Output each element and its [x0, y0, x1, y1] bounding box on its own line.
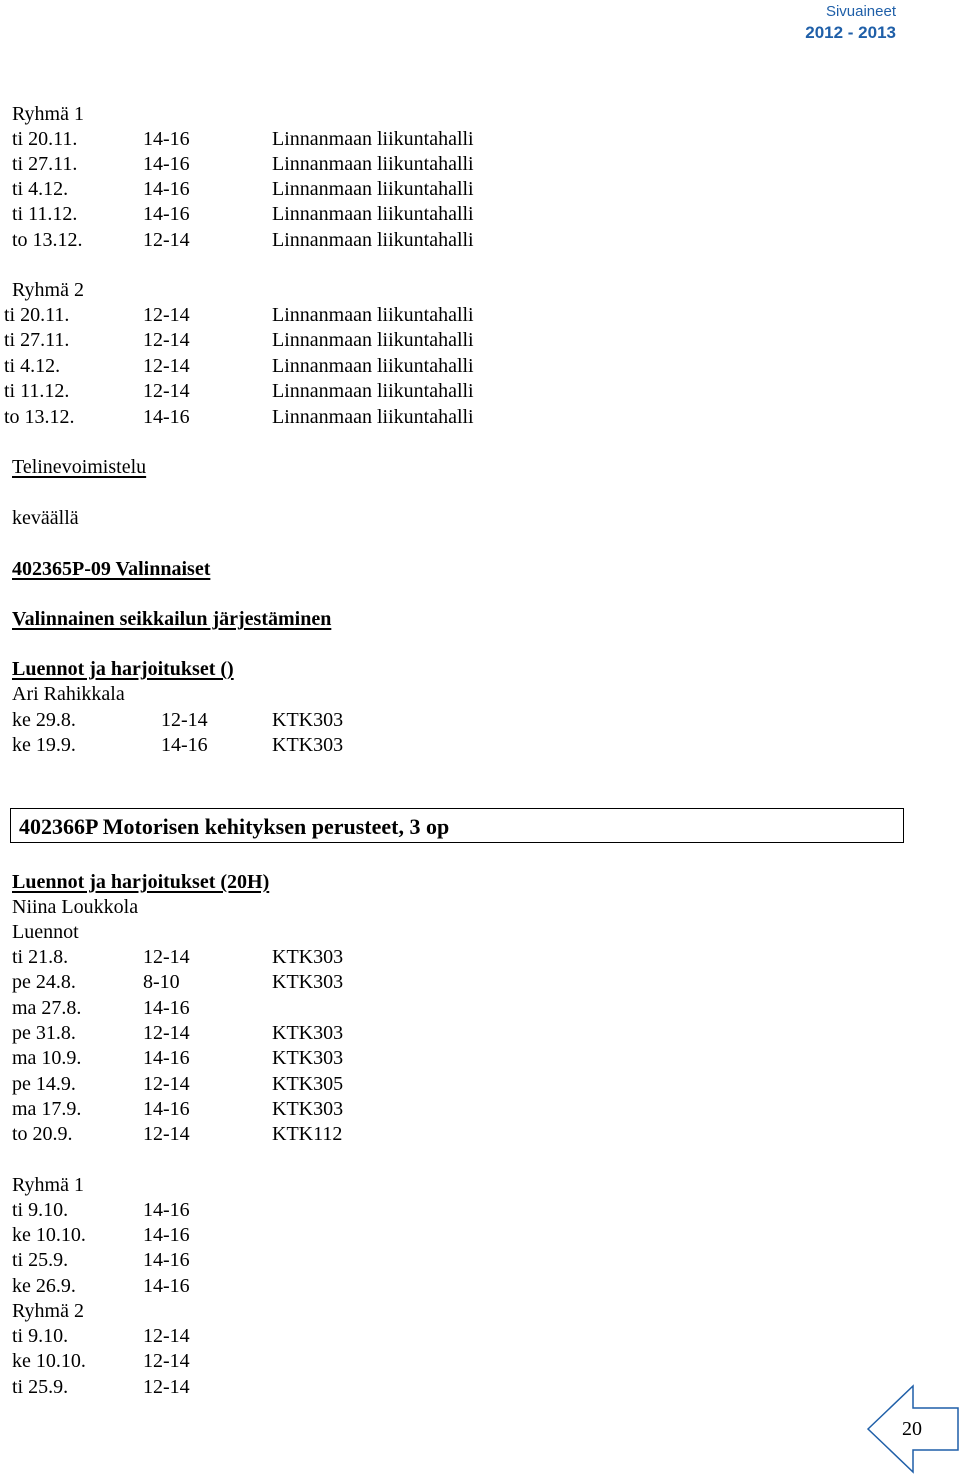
section-heading: Luennot ja harjoitukset (): [12, 658, 234, 680]
day: ke 26.9.: [12, 1275, 76, 1297]
day: ti 27.11.: [4, 329, 70, 351]
place: Linnanmaan liikuntahalli: [272, 355, 474, 377]
time: 12-14: [143, 229, 190, 251]
day: ti 9.10.: [12, 1325, 69, 1347]
page-header: [805, 2, 896, 44]
time: 12-14: [143, 1022, 190, 1044]
header-year: 2012 - 2013: [805, 23, 896, 42]
time: 12-14: [161, 709, 208, 731]
teacher-name: Niina Loukkola: [12, 896, 139, 918]
time: 12-14: [143, 1073, 190, 1095]
time: 14-16: [143, 153, 190, 175]
place: KTK303: [272, 1047, 344, 1069]
time: 14-16: [143, 1224, 190, 1246]
time: 14-16: [143, 406, 190, 428]
day: ti 11.12.: [12, 203, 78, 225]
day: ti 21.8.: [12, 946, 69, 968]
time: 12-14: [143, 1325, 190, 1347]
teacher-name: Ari Rahikkala: [12, 683, 125, 705]
place: KTK303: [272, 734, 344, 756]
time: 12-14: [143, 1123, 190, 1145]
lectures-label: Luennot: [12, 921, 79, 943]
place: KTK303: [272, 1098, 344, 1120]
day: ti 20.11.: [12, 128, 78, 150]
day: ti 25.9.: [12, 1249, 69, 1271]
day: pe 14.9.: [12, 1073, 76, 1095]
group-heading: Ryhmä 1: [12, 1174, 84, 1196]
place: Linnanmaan liikuntahalli: [272, 203, 474, 225]
telinevoimistelu-heading: Telinevoimistelu: [12, 456, 147, 478]
time: 12-14: [143, 1350, 190, 1372]
place: Linnanmaan liikuntahalli: [272, 304, 474, 326]
day: ti 11.12.: [4, 380, 70, 402]
day: to 13.12.: [12, 229, 83, 251]
day: ti 9.10.: [12, 1199, 69, 1221]
place: Linnanmaan liikuntahalli: [272, 178, 474, 200]
time: 14-16: [143, 1249, 190, 1271]
place: KTK303: [272, 971, 344, 993]
time: 12-14: [143, 1376, 190, 1398]
day: ke 19.9.: [12, 734, 76, 756]
time: 14-16: [143, 1275, 190, 1297]
time: 14-16: [143, 128, 190, 150]
course-code: 402365P-09 Valinnaiset: [12, 558, 211, 580]
group-heading: Ryhmä 1: [12, 103, 84, 125]
day: pe 31.8.: [12, 1022, 76, 1044]
page-number: 20: [902, 1418, 922, 1440]
day: ti 4.12.: [12, 178, 69, 200]
day: to 13.12.: [4, 406, 75, 428]
place: Linnanmaan liikuntahalli: [272, 153, 474, 175]
kevaalla-label: keväällä: [12, 507, 79, 529]
time: 12-14: [143, 380, 190, 402]
time: 12-14: [143, 329, 190, 351]
day: ti 4.12.: [4, 355, 61, 377]
day: ti 27.11.: [12, 153, 78, 175]
group-heading: Ryhmä 2: [12, 279, 84, 301]
place: KTK303: [272, 946, 344, 968]
day: ke 10.10.: [12, 1350, 86, 1372]
course-title: 402366P Motorisen kehityksen perusteet, 3 op: [19, 814, 450, 839]
day: ti 25.9.: [12, 1376, 69, 1398]
course-title-box: [10, 808, 904, 843]
place: Linnanmaan liikuntahalli: [272, 329, 474, 351]
place: KTK303: [272, 1022, 344, 1044]
place: KTK305: [272, 1073, 344, 1095]
time: 14-16: [143, 997, 190, 1019]
place: Linnanmaan liikuntahalli: [272, 406, 474, 428]
group-heading: Ryhmä 2: [12, 1300, 84, 1322]
day: ti 20.11.: [4, 304, 70, 326]
day: ma 27.8.: [12, 997, 82, 1019]
day: ma 10.9.: [12, 1047, 82, 1069]
time: 12-14: [143, 946, 190, 968]
time: 12-14: [143, 304, 190, 326]
time: 14-16: [143, 178, 190, 200]
section-heading: Luennot ja harjoitukset (20H): [12, 871, 270, 893]
time: 12-14: [143, 355, 190, 377]
header-title: Sivuaineet: [825, 3, 896, 20]
time: 14-16: [161, 734, 208, 756]
time: 14-16: [143, 1047, 190, 1069]
time: 14-16: [143, 1199, 190, 1221]
day: ke 10.10.: [12, 1224, 86, 1246]
time: 8-10: [143, 971, 180, 993]
place: KTK112: [272, 1123, 343, 1145]
time: 14-16: [143, 1098, 190, 1120]
place: Linnanmaan liikuntahalli: [272, 380, 474, 402]
day: ke 29.8.: [12, 709, 76, 731]
day: ma 17.9.: [12, 1098, 82, 1120]
page-number-badge: [866, 1383, 960, 1475]
place: Linnanmaan liikuntahalli: [272, 128, 474, 150]
place: Linnanmaan liikuntahalli: [272, 229, 474, 251]
place: KTK303: [272, 709, 344, 731]
course-subtitle: Valinnainen seikkailun järjestäminen: [12, 608, 332, 630]
day: pe 24.8.: [12, 971, 76, 993]
time: 14-16: [143, 203, 190, 225]
day: to 20.9.: [12, 1123, 73, 1145]
